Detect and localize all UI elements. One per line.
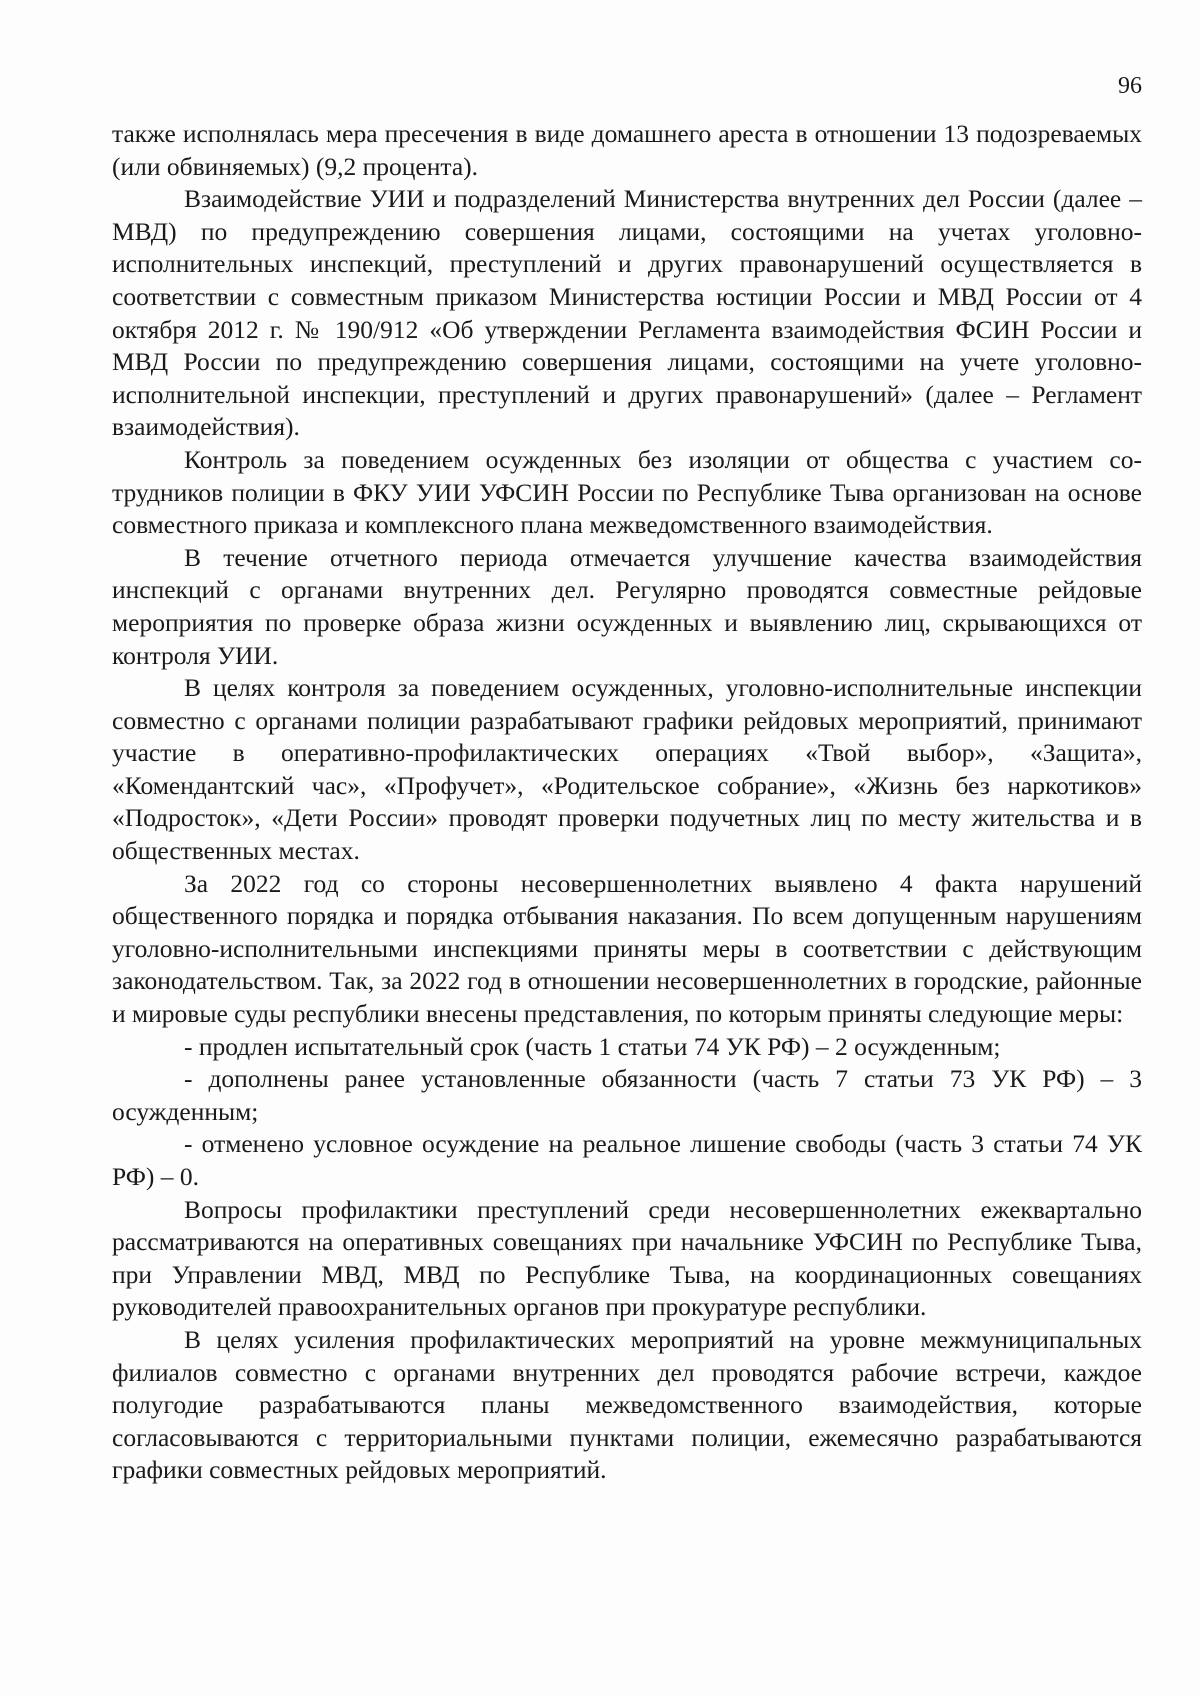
document-body (112, 118, 1142, 1487)
paragraph-6: За 2022 год со стороны несовершеннолетних выявлено 4 факта нарушений общественного порядка и порядка отбывания наказания. По всем допущенным нарушениям уголовно-исполнительными инспекциями приняты меры в соответствии с действующим законодательством. Так, за 2022 год в отношении несовершеннолетних в городские, районные и мировые суды республики внесены представления, по которым приняты следующие меры: (112, 868, 1142, 1029)
paragraph-8: В целях усиления профилактических мероприятий на уровне межмуниципальных филиалов совместно с органами внутренних дел проводятся рабочие встречи, каждое полугодие разрабатываются планы межведомственного взаимодействия, которые согласовываются с территориальными пунктами полиции, ежемесячно разрабатываются графики совместных рейдовых мероприятий. (112, 1324, 1142, 1485)
paragraph-1: также исполнялась мера пресечения в виде домашнего ареста в отношении 13 подозреваемых (или обвиняемых) (9,2 процента). (112, 119, 1142, 181)
list-item-2: - дополнены ранее установленные обязанности (часть 7 статьи 73 УК РФ) – 3 осужденным; (112, 1064, 1142, 1126)
list-item-3: - отменено условное осуждение на реальное лишение свободы (часть 3 статьи 74 УК РФ) – 0. (112, 1129, 1142, 1191)
paragraph-7: Вопросы профилактики преступлений среди несовершеннолетних ежеквартально рассматриваются на оперативных совещаниях при начальнике УФСИН по Республике Тыва, при Управлении МВД, МВД по Республике Тыва, на координационных совещаниях руководителей правоохранительных органов при прокуратуре республики. (112, 1194, 1142, 1322)
list-item-1: - продлен испытательный срок (часть 1 статьи 74 УК РФ) – 2 осужденным; (184, 1031, 1001, 1061)
paragraph-4: В течение отчетного периода отмечается улучшение качества взаимодействия инспекций с органами внутренних дел. Регулярно проводятся совместные рейдовые мероприятия по проверке образа жизни осужденных и выявлению лиц, скрывающихся от контроля УИИ. (112, 542, 1142, 670)
paragraph-2: Взаимодействие УИИ и подразделений Министерства внутренних дел России (далее – МВД) по предупреждению совершения лицами, состоящими на учетах уголовно-исполнительных инспекций, преступлений и других правонарушений осуществляется в соответствии с совместным приказом Министерства юстиции России и МВД России от 4 октября 2012 г. № 190/912 «Об утверждении Регламента взаимодействия ФСИН России и МВД России по предупреждению совершения лицами, состоящими на учете уголовно-исполнительной инспекции, преступлений и других правонарушений» (далее – Регламент взаимодействия). (112, 184, 1142, 442)
paragraph-3: Контроль за поведением осужденных без изоляции от общества с участием сотрудников полиции в ФКУ УИИ УФСИН России по Республике Тыва организован на основе совместного приказа и комплексного плана межведомственного взаимодействия. (112, 444, 1142, 540)
paragraph-5: В целях контроля за поведением осужденных, уголовно-исполнительные инспекции совместно с органами полиции разрабатывают графики рейдовых мероприятий, принимают участие в оперативно-профилактических операциях «Твой выбор», «Защита», «Комендантский час», «Профучет», «Родительское собрание», «Жизнь без наркотиков» «Подросток», «Дети России» проводят проверки подучетных лиц по месту жительства и в общественных местах. (112, 673, 1142, 866)
page-number: 96 (1118, 73, 1142, 99)
